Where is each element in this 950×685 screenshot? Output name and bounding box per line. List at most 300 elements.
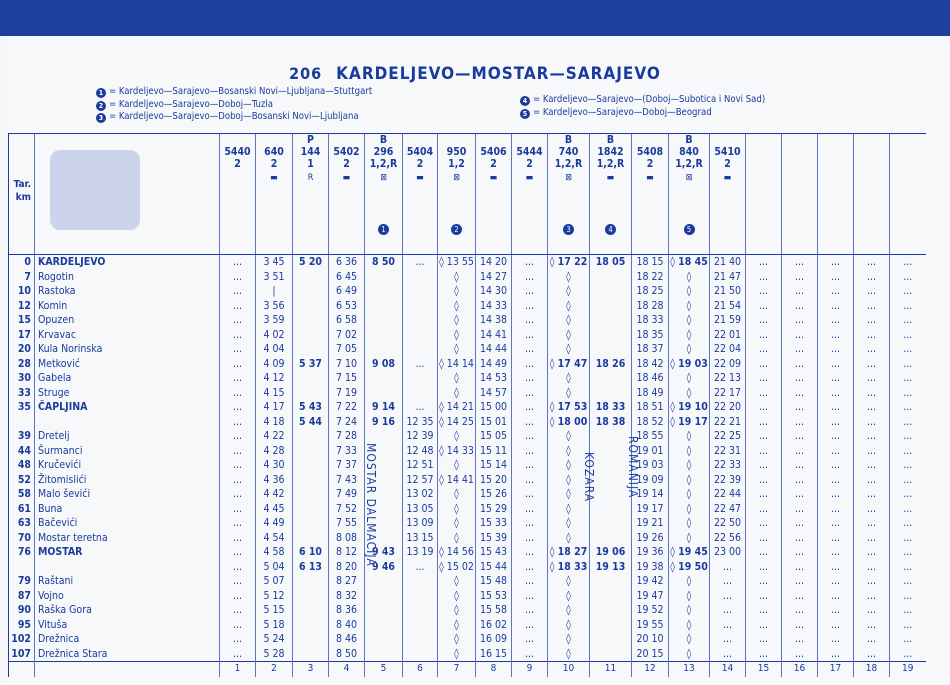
km-cell: 87	[9, 589, 35, 604]
train-header	[818, 134, 854, 255]
table-row	[9, 284, 926, 299]
time-cell: ...	[854, 270, 890, 285]
time-cell: ...	[854, 444, 890, 459]
time-cell: ...	[818, 531, 854, 546]
time-cell: ...	[818, 415, 854, 430]
time-cell	[365, 632, 403, 647]
train-category	[746, 134, 781, 146]
table-row	[9, 299, 926, 314]
time-cell: ...	[220, 357, 256, 372]
time-cell: ...	[512, 458, 548, 473]
time-cell: 6 45	[329, 270, 365, 285]
time-cell: 8 50	[329, 647, 365, 662]
time-cell: ...	[746, 284, 782, 299]
time-cell: ...	[782, 357, 818, 372]
legend-text: = Kardeljevo—Sarajevo—Bosanski Novi—Ljubljana—Stuttgart	[109, 86, 373, 97]
time-cell: ◊	[669, 299, 710, 314]
time-cell: ...	[220, 589, 256, 604]
time-cell	[293, 589, 329, 604]
time-cell: ...	[512, 560, 548, 575]
time-cell	[293, 313, 329, 328]
time-cell: ...	[220, 632, 256, 647]
legend-row	[96, 86, 372, 99]
time-cell	[590, 328, 632, 343]
station-name: Kručevići	[35, 458, 220, 473]
time-cell: ◊	[669, 270, 710, 285]
time-cell: ◊	[548, 429, 590, 444]
table-row	[9, 357, 926, 372]
time-cell: ...	[220, 400, 256, 415]
train-category	[512, 134, 547, 146]
train-category	[329, 134, 364, 146]
time-cell: 4 15	[256, 386, 293, 401]
time-cell: 6 49	[329, 284, 365, 299]
column-number: 7	[438, 662, 476, 677]
time-cell: ...	[512, 270, 548, 285]
km-cell: 52	[9, 473, 35, 488]
train-icon: ▬	[525, 173, 534, 183]
time-cell: ...	[890, 458, 926, 473]
time-cell: |	[256, 284, 293, 299]
time-cell: ...	[746, 632, 782, 647]
train-icon: ⊠	[565, 173, 572, 183]
time-cell	[590, 589, 632, 604]
time-cell: ...	[512, 574, 548, 589]
km-cell	[9, 560, 35, 575]
train-number: 5402	[333, 146, 360, 158]
km-cell: 90	[9, 603, 35, 618]
time-cell: ...	[782, 400, 818, 415]
time-cell: 5 43	[293, 400, 329, 415]
time-cell: ...	[512, 429, 548, 444]
train-header	[590, 134, 632, 255]
time-cell: ...	[220, 545, 256, 560]
train-number: 5444	[516, 146, 543, 158]
route-title: KARDELJEVO—MOSTAR—SARAJEVO	[336, 64, 661, 84]
time-cell: 3 59	[256, 313, 293, 328]
time-cell	[403, 632, 438, 647]
legend-number-badge: 5	[520, 109, 530, 119]
time-cell: ...	[220, 444, 256, 459]
time-cell: 19 55	[632, 618, 669, 633]
train-name-kozara: KOZARA	[582, 452, 596, 503]
footer-blank	[9, 662, 35, 677]
time-cell: 4 17	[256, 400, 293, 415]
time-cell	[590, 371, 632, 386]
time-cell: ...	[220, 284, 256, 299]
train-name-romanija: ROMANIJA	[626, 436, 640, 499]
time-cell: 4 58	[256, 545, 293, 560]
time-cell: ...	[782, 589, 818, 604]
train-category	[632, 134, 668, 146]
time-cell: ...	[782, 531, 818, 546]
train-number: 640	[264, 146, 284, 158]
time-cell: ...	[818, 618, 854, 633]
time-cell: ...	[512, 502, 548, 517]
time-cell: ...	[782, 255, 818, 270]
time-cell: 4 30	[256, 458, 293, 473]
time-cell: 4 54	[256, 531, 293, 546]
time-cell: 18 35	[632, 328, 669, 343]
time-cell: ...	[746, 400, 782, 415]
time-cell: ...	[890, 400, 926, 415]
train-class: 1	[307, 158, 314, 170]
time-cell: 18 25	[632, 284, 669, 299]
train-header	[256, 134, 293, 255]
time-cell	[293, 444, 329, 459]
time-cell: 18 38	[590, 415, 632, 430]
train-number: 5440	[224, 146, 251, 158]
time-cell	[365, 386, 403, 401]
time-cell: ...	[220, 574, 256, 589]
time-cell: ...	[512, 299, 548, 314]
time-cell: ...	[854, 299, 890, 314]
time-cell: 13 19	[403, 545, 438, 560]
time-cell: 21 50	[710, 284, 746, 299]
km-cell: 30	[9, 371, 35, 386]
time-cell: ...	[818, 603, 854, 618]
km-cell: 33	[9, 386, 35, 401]
train-number: 5410	[714, 146, 741, 158]
time-cell: 18 42	[632, 357, 669, 372]
time-cell	[590, 516, 632, 531]
time-cell: ...	[512, 647, 548, 662]
time-cell: ...	[854, 531, 890, 546]
time-cell: ...	[854, 502, 890, 517]
station-name	[35, 415, 220, 430]
time-cell	[590, 313, 632, 328]
time-cell: ...	[890, 531, 926, 546]
time-cell: 21 59	[710, 313, 746, 328]
time-cell: 22 13	[710, 371, 746, 386]
time-cell: 7 55	[329, 516, 365, 531]
legend-row	[96, 99, 372, 112]
train-icon: ▬	[646, 173, 654, 183]
time-cell: ...	[890, 618, 926, 633]
time-cell	[293, 632, 329, 647]
train-header	[632, 134, 669, 255]
table-row	[9, 328, 926, 343]
time-cell: ...	[854, 342, 890, 357]
train-category	[256, 134, 292, 146]
time-cell: ...	[220, 429, 256, 444]
time-cell	[403, 299, 438, 314]
time-cell: ...	[746, 574, 782, 589]
time-cell: ...	[890, 516, 926, 531]
time-cell: 22 21	[710, 415, 746, 430]
time-cell	[293, 371, 329, 386]
table-row	[9, 531, 926, 546]
time-cell: ◊	[669, 313, 710, 328]
train-category	[818, 134, 853, 146]
time-cell	[590, 603, 632, 618]
time-cell: ...	[220, 531, 256, 546]
time-cell: 22 01	[710, 328, 746, 343]
time-cell: 19 03	[632, 458, 669, 473]
time-cell: 23 00	[710, 545, 746, 560]
time-cell: ...	[782, 270, 818, 285]
time-cell: ...	[220, 487, 256, 502]
time-cell	[365, 270, 403, 285]
station-name	[35, 560, 220, 575]
column-number: 14	[710, 662, 746, 677]
train-class: 2	[724, 158, 731, 170]
time-cell: 14 41	[476, 328, 512, 343]
time-cell: 4 04	[256, 342, 293, 357]
time-cell: ...	[782, 603, 818, 618]
train-header	[854, 134, 890, 255]
time-cell	[293, 473, 329, 488]
time-cell: ◊	[438, 270, 476, 285]
time-cell: ...	[403, 560, 438, 575]
station-name: Bačevići	[35, 516, 220, 531]
train-header	[476, 134, 512, 255]
km-cell: 48	[9, 458, 35, 473]
time-cell: ...	[512, 603, 548, 618]
time-cell	[590, 270, 632, 285]
time-cell: 18 22	[632, 270, 669, 285]
train-category	[403, 134, 437, 146]
time-cell: ...	[818, 299, 854, 314]
station-name: Drežnica Stara	[35, 647, 220, 662]
time-cell	[365, 371, 403, 386]
time-cell: ...	[746, 313, 782, 328]
time-cell: 15 01	[476, 415, 512, 430]
time-cell: 15 05	[476, 429, 512, 444]
time-cell: ◊	[548, 589, 590, 604]
train-class: 1,2	[448, 158, 465, 170]
time-cell: ◊	[548, 603, 590, 618]
station-name: Kula Norinska	[35, 342, 220, 357]
time-cell	[365, 618, 403, 633]
km-cell: 70	[9, 531, 35, 546]
time-cell: 3 51	[256, 270, 293, 285]
time-cell	[293, 284, 329, 299]
time-cell: 5 24	[256, 632, 293, 647]
table-row	[9, 632, 926, 647]
station-name: Drežnica	[35, 632, 220, 647]
station-name: Dretelj	[35, 429, 220, 444]
time-cell	[293, 603, 329, 618]
time-cell: ...	[403, 400, 438, 415]
time-cell: ...	[854, 647, 890, 662]
time-cell: ◊	[548, 284, 590, 299]
km-cell: 107	[9, 647, 35, 662]
time-cell: 8 08	[329, 531, 365, 546]
column-number: 19	[890, 662, 926, 677]
time-cell	[403, 328, 438, 343]
time-cell: 18 28	[632, 299, 669, 314]
station-name: Raška Gora	[35, 603, 220, 618]
time-cell: 6 58	[329, 313, 365, 328]
time-cell: ◊ 18 00	[548, 415, 590, 430]
time-cell: 19 42	[632, 574, 669, 589]
train-category: B	[685, 134, 693, 146]
time-cell: 18 33	[590, 400, 632, 415]
time-cell: ...	[818, 647, 854, 662]
time-cell: ◊ 14 41	[439, 473, 474, 486]
station-name: Opuzen	[35, 313, 220, 328]
time-cell: 22 20	[710, 400, 746, 415]
time-cell: ◊	[548, 516, 590, 531]
time-cell	[365, 574, 403, 589]
time-cell: ...	[746, 560, 782, 575]
time-cell: 7 24	[329, 415, 365, 430]
time-cell: 8 46	[329, 632, 365, 647]
time-cell: ...	[854, 429, 890, 444]
column-number: 5	[365, 662, 403, 677]
train-number: 144	[300, 146, 321, 158]
time-cell: 5 07	[256, 574, 293, 589]
time-cell	[590, 342, 632, 357]
km-cell: 102	[9, 632, 35, 647]
time-cell: ...	[512, 415, 548, 430]
time-cell: ...	[512, 371, 548, 386]
time-cell: ◊ 17 22	[548, 255, 590, 270]
time-cell: 5 37	[293, 357, 329, 372]
time-cell: 15 29	[476, 502, 512, 517]
time-cell: ...	[512, 473, 548, 488]
train-route-badge: 5	[684, 224, 695, 235]
time-cell	[365, 603, 403, 618]
time-cell: ...	[746, 429, 782, 444]
train-category	[220, 134, 255, 146]
time-cell: ...	[512, 342, 548, 357]
time-cell	[293, 299, 329, 314]
time-cell: ◊	[548, 647, 590, 662]
train-icon: ▬	[723, 173, 732, 183]
train-icon: R	[307, 173, 314, 183]
time-cell: ◊	[669, 531, 710, 546]
time-cell: 5 18	[256, 618, 293, 633]
station-name: Žitomislići	[35, 473, 220, 488]
table-row	[9, 487, 926, 502]
table-row	[9, 574, 926, 589]
time-cell	[590, 284, 632, 299]
time-cell: ...	[890, 632, 926, 647]
time-cell: 8 27	[329, 574, 365, 589]
time-cell: ...	[818, 328, 854, 343]
time-cell: ...	[220, 502, 256, 517]
time-cell: 15 44	[476, 560, 512, 575]
time-cell: 22 09	[710, 357, 746, 372]
train-header	[220, 134, 256, 255]
time-cell: 15 20	[476, 473, 512, 488]
time-cell: 22 31	[710, 444, 746, 459]
time-cell: ◊	[438, 487, 476, 502]
time-cell	[403, 647, 438, 662]
train-category: P	[307, 134, 314, 146]
time-cell	[590, 299, 632, 314]
time-cell: 7 37	[329, 458, 365, 473]
time-cell: ...	[512, 328, 548, 343]
train-category: B	[379, 134, 388, 146]
train-route-badge: 3	[563, 224, 574, 235]
station-name: MOSTAR	[35, 545, 220, 560]
legend-row	[520, 107, 765, 120]
time-cell: 19 52	[632, 603, 669, 618]
time-cell: ...	[854, 603, 890, 618]
time-cell	[293, 386, 329, 401]
train-icon: ▬	[606, 173, 615, 183]
time-cell: ...	[782, 371, 818, 386]
time-cell: ...	[710, 560, 746, 575]
time-cell: ◊	[438, 386, 476, 401]
time-cell	[403, 270, 438, 285]
time-cell: 14 44	[476, 342, 512, 357]
station-name: Komin	[35, 299, 220, 314]
time-cell	[590, 632, 632, 647]
time-cell: ...	[854, 618, 890, 633]
time-cell: ...	[854, 284, 890, 299]
time-cell	[403, 589, 438, 604]
time-cell: 12 51	[403, 458, 438, 473]
table-row	[9, 371, 926, 386]
time-cell: ◊	[669, 574, 710, 589]
time-cell: ...	[818, 429, 854, 444]
time-cell: ...	[782, 429, 818, 444]
legend-text: = Kardeljevo—Sarajevo—Doboj—Tuzla	[109, 98, 273, 110]
train-class: 2	[646, 158, 654, 170]
time-cell: 19 26	[632, 531, 669, 546]
time-cell: ◊	[438, 531, 476, 546]
time-cell: 7 49	[329, 487, 365, 502]
time-cell: ...	[890, 429, 926, 444]
time-cell: ...	[818, 400, 854, 415]
time-cell: ...	[710, 647, 746, 662]
time-cell: ...	[220, 473, 256, 488]
train-number: 5404	[406, 146, 434, 158]
time-cell: ...	[220, 299, 256, 314]
time-cell	[590, 618, 632, 633]
time-cell: 7 28	[329, 429, 365, 444]
time-cell: ◊ 19 50	[670, 560, 708, 573]
time-cell	[293, 647, 329, 662]
km-cell: 17	[9, 328, 35, 343]
time-cell: 15 11	[476, 444, 512, 459]
time-cell: ...	[746, 299, 782, 314]
time-cell: 13 09	[403, 516, 438, 531]
time-cell: 19 06	[590, 545, 632, 560]
time-cell: ...	[746, 531, 782, 546]
time-cell: ...	[818, 255, 854, 270]
time-cell: ◊	[669, 516, 710, 531]
time-cell: ...	[512, 386, 548, 401]
time-cell: ◊ 19 17	[670, 415, 708, 428]
train-class: 2	[270, 158, 278, 170]
time-cell	[293, 502, 329, 517]
time-cell: ...	[854, 589, 890, 604]
time-cell: ◊	[669, 589, 710, 604]
time-cell: 15 39	[476, 531, 512, 546]
time-cell: 4 02	[256, 328, 293, 343]
time-cell: 22 25	[710, 429, 746, 444]
station-name: ČAPLJINA	[35, 400, 220, 415]
time-cell: ...	[854, 632, 890, 647]
train-header	[746, 134, 782, 255]
time-cell: 19 17	[632, 502, 669, 517]
time-cell: ...	[854, 313, 890, 328]
time-cell: 14 38	[476, 313, 512, 328]
time-cell: ...	[854, 560, 890, 575]
time-cell: 7 43	[329, 473, 365, 488]
time-cell: 12 35	[403, 415, 438, 430]
train-header	[890, 134, 926, 255]
time-cell	[293, 487, 329, 502]
time-cell: 14 53	[476, 371, 512, 386]
time-cell	[403, 284, 438, 299]
km-cell: 76	[9, 545, 35, 560]
